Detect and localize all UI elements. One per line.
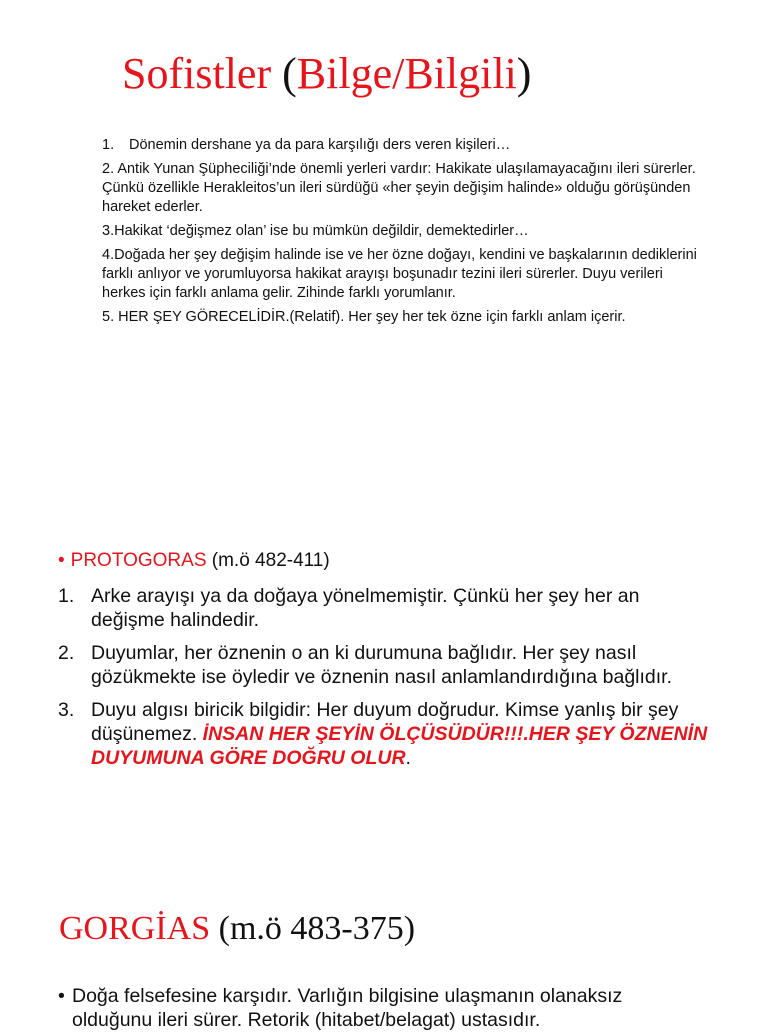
list-item <box>58 584 718 632</box>
emphasis-text: İNSAN HER ŞEYİN ÖLÇÜSÜDÜR!!!.HER ŞEY ÖZNENİN DUYUMUNA GÖRE DOĞRU OLUR <box>91 723 708 769</box>
list-item-text: Duyumlar, her öznenin o an ki durumuna bağlıdır. Her şey nasıl gözükmekte ise öyledir ve öznenin nasıl anlamlandırdığına bağlıdır. <box>91 642 673 688</box>
list-item-number: 1. <box>58 585 75 607</box>
gorgias-text: Doğa felsefesine karşıdır. Varlığın bilgisine ulaşmanın olanaksız olduğunu ileri sürer. Retorik (hitabet/belagat) ustasıdır. <box>72 985 623 1031</box>
bullet-icon: • <box>58 550 65 571</box>
list-item-text: Dönemin dershane ya da para karşılığı ders veren kişileri… <box>129 137 511 153</box>
list-item: 2. Antik Yunan Şüpheciliği’nde önemli yerleri vardır: Hakikate ulaşılamayacağını ileri sürerler. Çünkü özellikle Herakleitos’un ileri sürdüğü «her şeyin değişim halinde» olduğu görüşünden hareket ederler. <box>102 161 696 215</box>
title-main: Sofistler <box>122 49 272 98</box>
title-sub: Bilge/Bilgili <box>296 49 517 98</box>
list-item: 5. HER ŞEY GÖRECELİDİR.(Relatif). Her şey her tek özne için farklı anlam içerir. <box>102 309 626 325</box>
title-close-paren: ) <box>516 49 532 98</box>
list-item: 3.Hakikat ‘değişmez olan’ ise bu mümkün değildir, demektedirler… <box>102 223 529 239</box>
list-item <box>58 698 718 770</box>
gorgias-heading <box>59 910 415 948</box>
gorgias-dates: (m.ö 483-375) <box>210 910 416 947</box>
title-open-paren: ( <box>271 49 297 98</box>
protagoras-list <box>58 584 718 779</box>
list-item-number: 2. <box>58 642 75 664</box>
list-item <box>102 136 702 155</box>
list-item-number: 1. <box>102 137 115 153</box>
protagoras-dates: (m.ö 482-411) <box>206 550 330 571</box>
protagoras-heading <box>58 550 330 572</box>
list-item <box>58 641 718 689</box>
intro-list <box>102 136 702 332</box>
list-item-text <box>91 698 718 770</box>
gorgias-bullet-item <box>58 984 698 1032</box>
list-item: 4.Doğada her şey değişim halinde ise ve her özne doğayı, kendini ve başkalarının dediklerini farklı anlıyor ve yorumluyorsa hakikat arayışı boşunadır tezini ileri sürerler. Duyu verileri herkes için farklı anlama gelir. Zihinde farklı yorumlanır. <box>102 247 697 301</box>
list-item-text-start: Duyu algısı biricik bilgidir: Her duyum doğrudur. Kimse yanlış bir şey düşünemez. <box>91 699 679 745</box>
list-item-number: 3. <box>58 699 75 721</box>
page-title <box>122 50 531 98</box>
list-item-text: Arke arayışı ya da doğaya yönelmemiştir. Çünkü her şey her an değişme halindedir. <box>91 585 640 631</box>
gorgias-name: GORGİAS <box>59 910 211 947</box>
protagoras-name: PROTOGORAS <box>70 550 207 571</box>
list-item-text-end: . <box>405 747 411 769</box>
bullet-icon: • <box>58 985 65 1007</box>
